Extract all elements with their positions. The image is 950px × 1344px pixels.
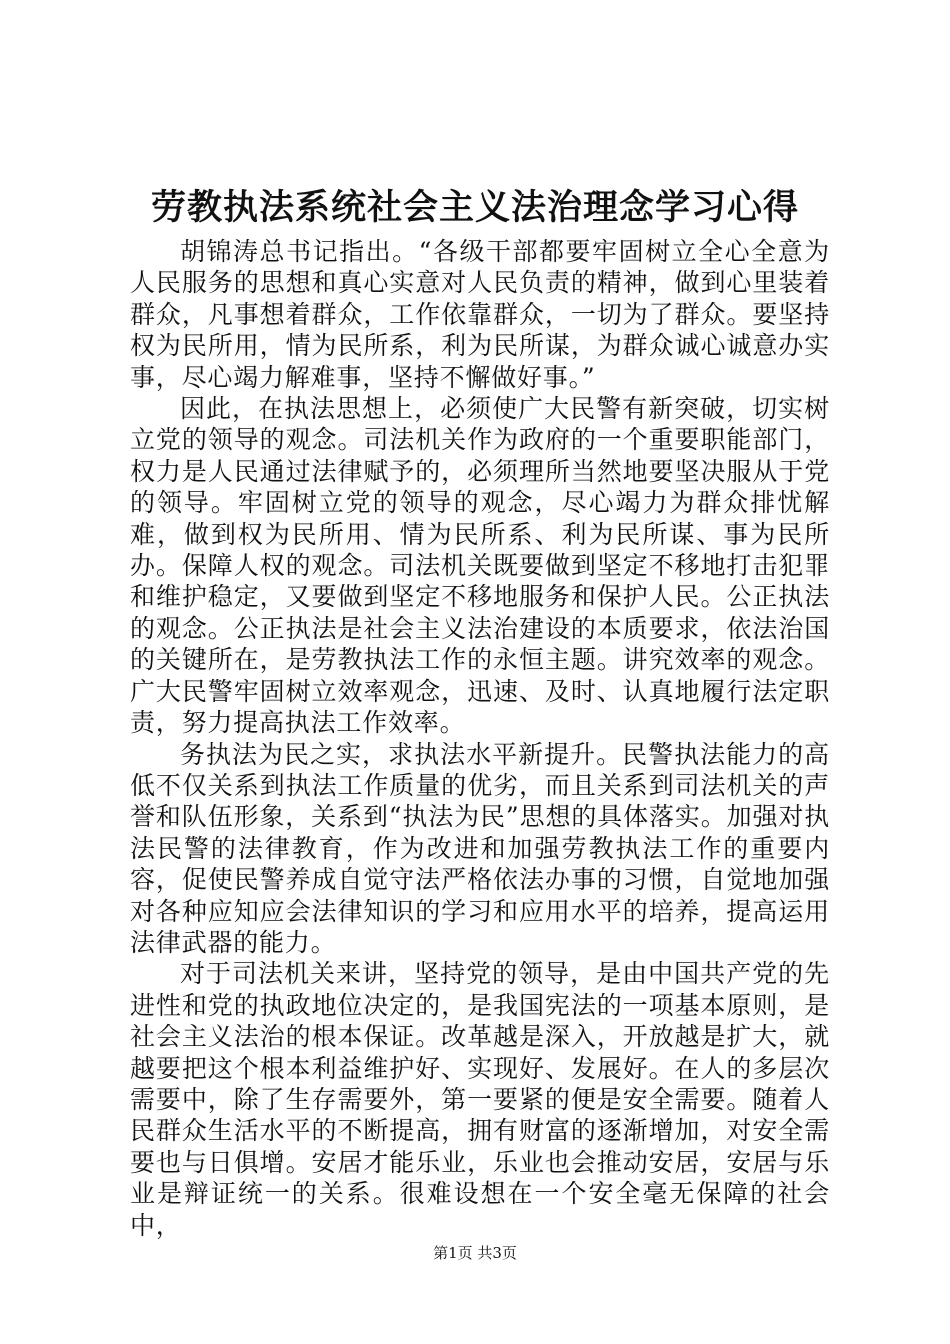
document-body (130, 236, 830, 1241)
body-paragraph: 对于司法机关来讲，坚持党的领导，是由中国共产党的先进性和党的执政地位决定的，是我国宪法的一项基本原则，是社会主义法治的根本保证。改革越是深入，开放越是扩大，就越要把这个根本利益维护好、实现好、发展好。在人的多层次需要中，除了生存需要外，第一要紧的便是安全需要。随着人民群众生活水平的不断提高，拥有财富的逐渐增加，对安全需要也与日俱增。安居才能乐业，乐业也会推动安居，安居与乐业是辩证统一的关系。很难设想在一个安全毫无保障的社会中， (130, 959, 830, 1240)
body-paragraph: 因此，在执法思想上，必须使广大民警有新突破，切实树立党的领导的观念。司法机关作为政府的一个重要职能部门，权力是人民通过法律赋予的，必须理所当然地要坚决服从于党的领导。牢固树立党的领导的观念，尽心竭力为群众排忧解难，做到权为民所用、情为民所系、利为民所谋、事为民所办。保障人权的观念。司法机关既要做到坚定不移地打击犯罪和维护稳定，又要做到坚定不移地服务和保护人民。公正执法的观念。公正执法是社会主义法治建设的本质要求，依法治国的关键所在，是劳教执法工作的永恒主题。讲究效率的观念。广大民警牢固树立效率观念，迅速、及时、认真地履行法定职责，努力提高执法工作效率。 (130, 394, 830, 738)
page-footer: 第1页 共3页 (433, 1244, 517, 1262)
body-paragraph: 胡锦涛总书记指出。“各级干部都要牢固树立全心全意为人民服务的思想和真心实意对人民负责的精神，做到心里装着群众，凡事想着群众，工作依靠群众，一切为了群众。要坚持权为民所用，情为民所系，利为民所谋，为群众诚心诚意办实事，尽心竭力解难事，坚持不懈做好事。” (130, 237, 830, 392)
document-title: 劳教执法系统社会主义法治理念学习心得 (150, 187, 799, 228)
body-paragraph: 务执法为民之实，求执法水平新提升。民警执法能力的高低不仅关系到执法工作质量的优劣，而且关系到司法机关的声誉和队伍形象，关系到“执法为民”思想的具体落实。加强对执法民警的法律教育，作为改进和加强劳教执法工作的重要内容，促使民警养成自觉守法严格依法办事的习惯，自觉地加强对各种应知应会法律知识的学习和应用水平的培养，提高运用法律武器的能力。 (130, 739, 830, 957)
